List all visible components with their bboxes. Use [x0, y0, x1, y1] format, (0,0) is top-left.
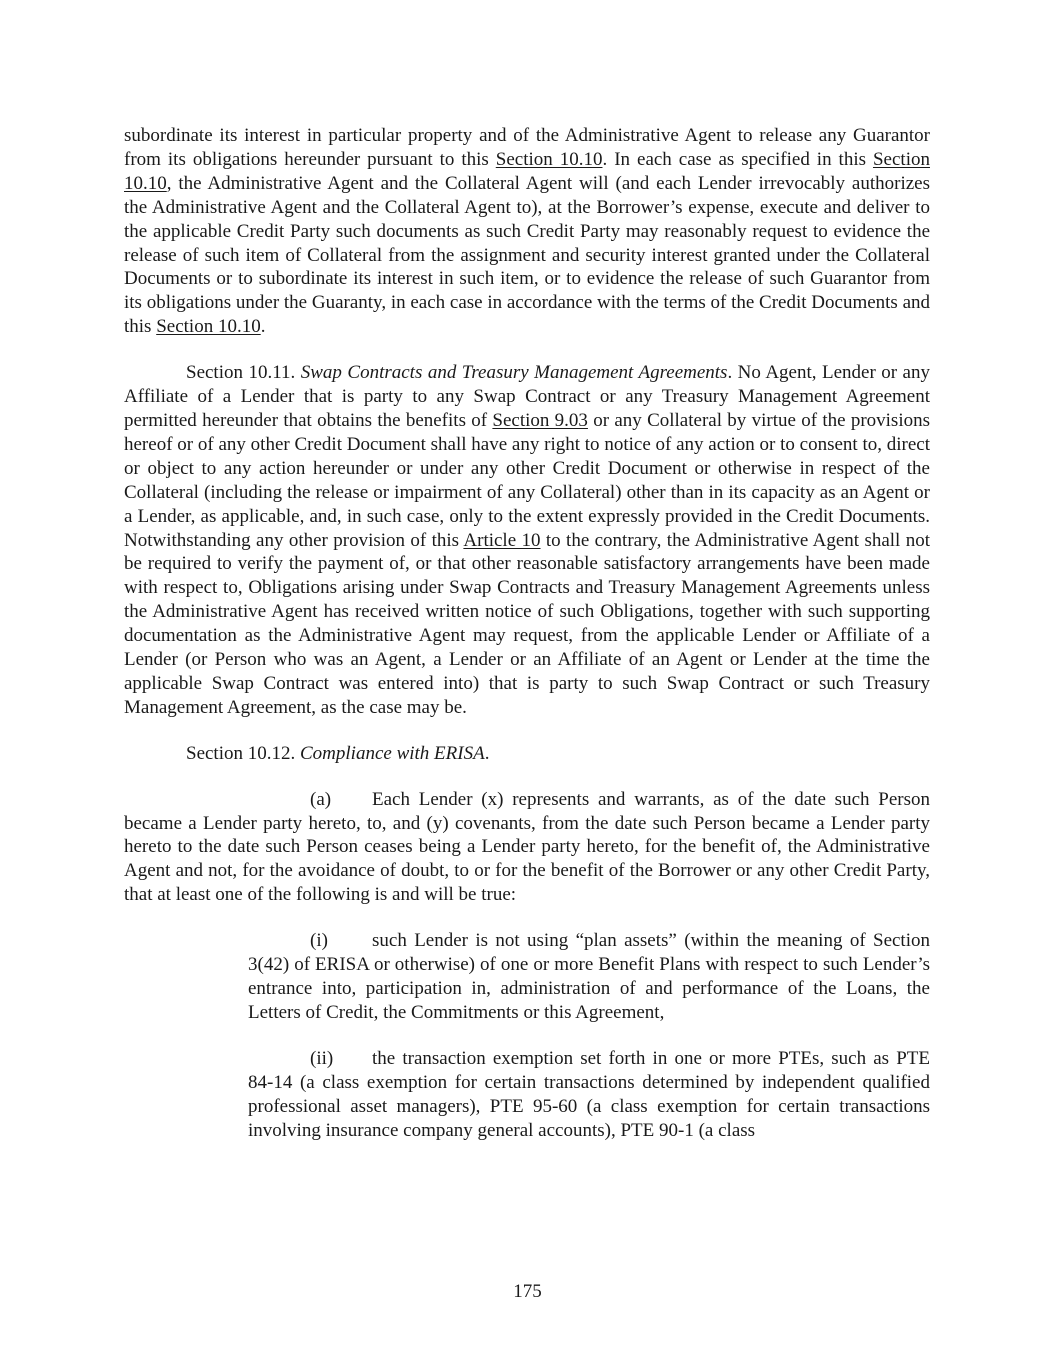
clause-label: (a)	[310, 788, 332, 810]
paragraph-text: .	[260, 316, 266, 338]
section-reference: Section 9.03	[492, 409, 588, 431]
document-page	[124, 124, 930, 1142]
clause-ii	[248, 1047, 930, 1143]
section-10-11-paragraph	[124, 361, 930, 720]
article-reference: Article 10	[463, 529, 541, 551]
section-number: Section 10.12.	[186, 742, 296, 764]
clause-a	[124, 788, 930, 908]
paragraph-text: . No Agent, Lender or any Affiliate of a Lender that is party to any Swap Contract or any Treasury Management Agreement permitted hereunder that obtains the benefits of	[124, 362, 930, 431]
paragraph-text: , the Administrative Agent and the Collateral Agent will (and each Lender irrevocably authorizes the Administrative Agent and the Collateral Agent to), at the Borrower’s expense, execute and deliver to the applicable Credit Party such documents as such Credit Party may reasonably request to evidence the release of such item of Collateral from the assignment and security interest granted under the Collateral Documents or to subordinate its interest in such item, or to evidence the release of such Guarantor from its obligations under the Guaranty, in each case in accordance with the terms of the Credit Documents and this	[124, 172, 931, 338]
clause-label: (ii)	[310, 1047, 334, 1069]
title-punctuation: .	[484, 742, 490, 764]
clause-label: (i)	[310, 930, 328, 952]
paragraph-text: or any Collateral by virtue of the provisions hereof or of any other Credit Document shall have any right to notice of any action or to consent to, direct or object to any action hereunder or under any other Credit Document or otherwise in respect of the Collateral (including the release or impairment of any Collateral) other than in its capacity as an Agent or a Lender, as applicable, and, in such case, only to the extent expressly provided in the Credit Documents. Notwithstanding any other provision of this	[124, 409, 930, 551]
clause-text: such Lender is not using “plan assets” (within the meaning of Section 3(42) of ERISA or otherwise) of one or more Benefit Plans with respect to such Lender’s entrance into, participation in, administration of and performance of the Loans, the Letters of Credit, the Commitments or this Agreement,	[248, 930, 930, 1023]
paragraph-text: subordinate its interest in particular property and of the Administrative Agent to release any Guarantor from its obligations hereunder pursuant to this	[124, 125, 930, 170]
section-reference: Section 10.10	[156, 316, 261, 338]
paragraph-continuation	[124, 124, 930, 339]
paragraph-text: to the contrary, the Administrative Agent shall not be required to verify the payment of, or that other reasonable satisfactory arrangements have been made with respect to, Obligations arising under Swap Contracts and Treasury Management Agreements unless the Administrative Agent has received written notice of such Obligations, together with such supporting documentation as the Administrative Agent may request, from the applicable Lender or Affiliate of a Lender (or Person who was an Agent, a Lender or an Affiliate of an Agent or Lender at the time the applicable Swap Contract was entered into) that is party to such Swap Contract or such Treasury Management Agreement, as the case may be.	[124, 529, 930, 718]
section-10-12-heading	[124, 742, 930, 766]
section-title: Compliance with ERISA	[300, 742, 485, 764]
clause-i	[248, 929, 930, 1025]
section-title: Swap Contracts and Treasury Management Agreements	[300, 362, 728, 384]
section-reference: Section 10.10	[124, 148, 930, 194]
section-reference: Section 10.10	[495, 148, 603, 170]
page-number: 175	[513, 1281, 542, 1302]
section-number: Section 10.11.	[186, 362, 296, 384]
clause-text: the transaction exemption set forth in one or more PTEs, such as PTE 84-14 (a class exemption for certain transactions determined by independent qualified professional asset managers), PTE 95-60 (a class exemption for certain transactions involving insurance company general accounts), PTE 90-1 (a class	[248, 1047, 930, 1141]
clause-text: Each Lender (x) represents and warrants, as of the date such Person became a Lender party hereto, to, and (y) covenants, from the date such Person became a Lender party hereto to the date such Person ceases being a Lender party hereto, for the benefit of, the Administrative Agent and not, for the avoidance of doubt, to or for the benefit of the Borrower or any other Credit Party, that at least one of the following is and will be true:	[124, 788, 930, 906]
paragraph-text: . In each case as specified in this	[602, 148, 873, 170]
